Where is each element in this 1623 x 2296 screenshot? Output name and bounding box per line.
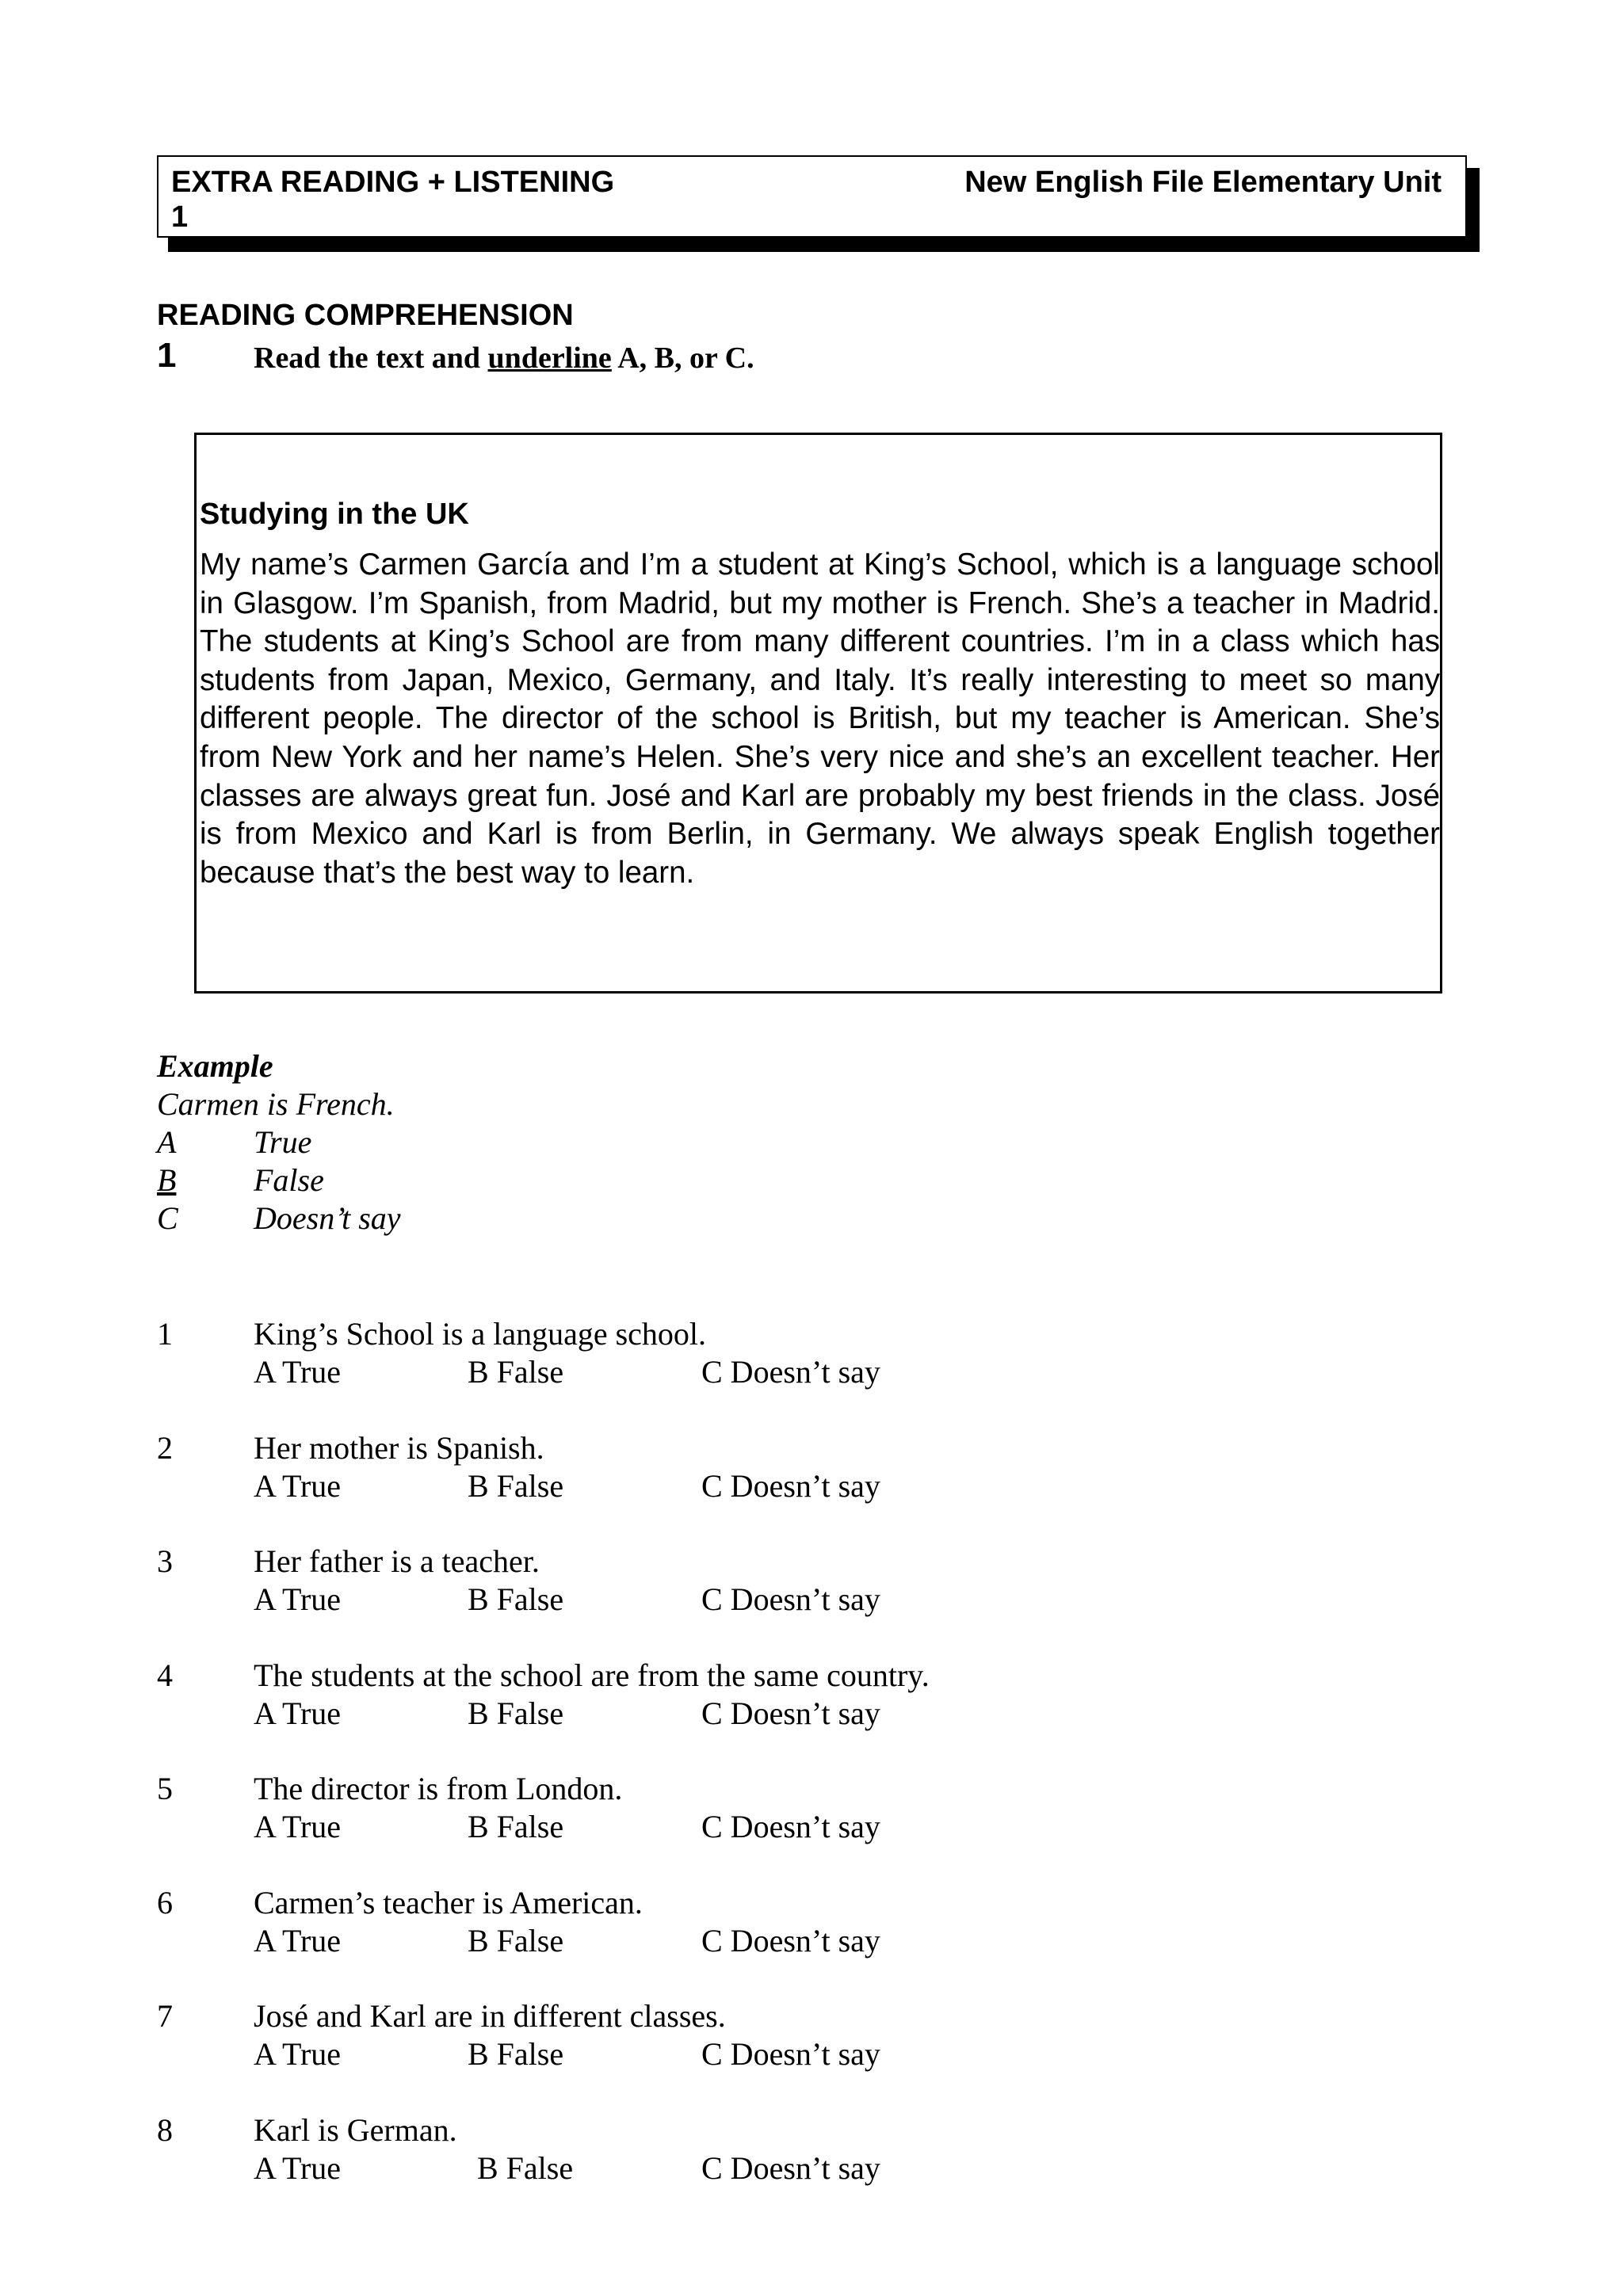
question-text: José and Karl are in different classes. <box>254 1998 726 2034</box>
question-text: Karl is German. <box>254 2112 457 2148</box>
option-b[interactable]: B False <box>468 1695 564 1731</box>
option-a[interactable]: A True <box>254 1809 342 1844</box>
option-a[interactable]: A True <box>254 1581 342 1617</box>
example-option-b-letter: B <box>157 1162 177 1198</box>
question-text: Her mother is Spanish. <box>254 1430 544 1466</box>
question-text: The director is from London. <box>254 1771 623 1806</box>
instruction-text-start: Read the text and <box>254 341 488 375</box>
example-option-a-text: True <box>254 1124 312 1160</box>
question-number: 4 <box>157 1657 173 1693</box>
option-c[interactable]: C Doesn’t say <box>701 1581 880 1617</box>
option-a[interactable]: A True <box>254 2036 342 2072</box>
reading-passage: My name’s Carmen García and I’m a student at King’s School, which is a language school in Glasgow. I’m Spanish, from Madrid, but my mother is French. She’s a teacher in Madrid. The students at King’s School are from many different countries. I’m in a class which has students from Japan, Mexico, Germany, and Italy. It’s really interesting to meet so many different people. The director of the school is British, but my teacher is American. She’s from New York and her name’s Helen. She’s very nice and she’s an excellent teacher. Her classes are always great fun. José and Karl are probably my best friends in the class. José is from Mexico and Karl is from Berlin, in Germany. We always speak English together because that’s the best way to learn. <box>200 547 1440 890</box>
question-number: 7 <box>157 1998 173 2034</box>
option-c[interactable]: C Doesn’t say <box>701 1354 880 1390</box>
example-option-b-text: False <box>254 1162 324 1198</box>
option-c[interactable]: C Doesn’t say <box>701 1695 880 1731</box>
option-b[interactable]: B False <box>468 1809 564 1844</box>
question-text: The students at the school are from the same country. <box>254 1657 930 1693</box>
section-title: READING COMPREHENSION <box>157 299 574 332</box>
option-a[interactable]: A True <box>254 1354 342 1390</box>
header-box <box>157 155 1467 238</box>
option-b[interactable]: B False <box>468 1354 564 1390</box>
option-c[interactable]: C Doesn’t say <box>701 1923 880 1958</box>
question-text: Carmen’s teacher is American. <box>254 1885 643 1920</box>
question-number: 2 <box>157 1430 173 1466</box>
option-c[interactable]: C Doesn’t say <box>701 1809 880 1844</box>
option-b[interactable]: B False <box>468 1468 564 1504</box>
option-a[interactable]: A True <box>254 1923 342 1958</box>
option-a[interactable]: A True <box>254 2150 342 2186</box>
header-unit-number: 1 <box>171 200 189 234</box>
option-c[interactable]: C Doesn’t say <box>701 2150 880 2186</box>
option-c[interactable]: C Doesn’t say <box>701 1468 880 1504</box>
reading-text-box <box>194 433 1442 994</box>
example-option-c-text: Doesn’t say <box>254 1200 401 1236</box>
option-b[interactable]: B False <box>477 2150 574 2186</box>
example-option-a-letter: A <box>157 1124 177 1160</box>
option-b[interactable]: B False <box>468 2036 564 2072</box>
option-b[interactable]: B False <box>468 1581 564 1617</box>
exercise-instruction <box>254 339 754 377</box>
option-a[interactable]: A True <box>254 1695 342 1731</box>
question-text: Her father is a teacher. <box>254 1543 540 1579</box>
option-b[interactable]: B False <box>468 1923 564 1958</box>
instruction-text-end: A, B, or C. <box>611 341 754 375</box>
question-number: 5 <box>157 1771 173 1806</box>
reading-title: Studying in the UK <box>200 498 469 531</box>
option-a[interactable]: A True <box>254 1468 342 1504</box>
header-title: EXTRA READING + LISTENING <box>171 166 615 199</box>
example-option-c-letter: C <box>157 1200 178 1236</box>
example-question: Carmen is French. <box>157 1086 395 1122</box>
instruction-underlined-word: underline <box>487 341 612 375</box>
example-title: Example <box>157 1048 273 1084</box>
question-number: 3 <box>157 1543 173 1579</box>
exercise-number: 1 <box>157 336 177 375</box>
question-number: 8 <box>157 2112 173 2148</box>
option-c[interactable]: C Doesn’t say <box>701 2036 880 2072</box>
question-text: King’s School is a language school. <box>254 1316 707 1352</box>
question-number: 6 <box>157 1885 173 1920</box>
header-course-title: New English File Elementary Unit <box>964 166 1442 199</box>
question-number: 1 <box>157 1316 173 1352</box>
